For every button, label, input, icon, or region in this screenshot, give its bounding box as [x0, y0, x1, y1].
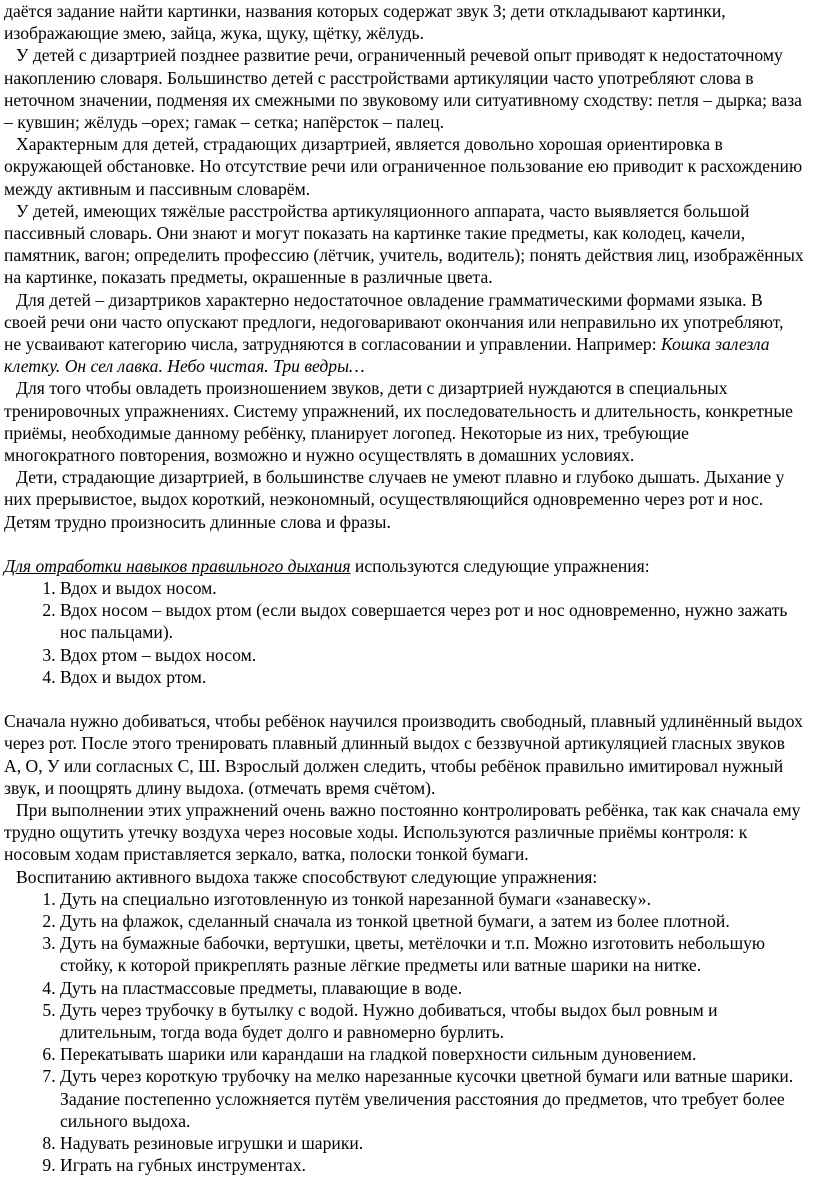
list-item: 2. Дуть на флажок, сделанный сначала из тонкой цветной бумаги, а затем из более плотной. [60, 910, 804, 932]
spacer [4, 533, 804, 555]
breathing-exercises-list [4, 577, 804, 688]
paragraph-vocabulary: У детей с дизартрией позднее развитие речи, ограниченный речевой опыт приводят к недостаточному накоплению словаря. Большинство детей с расстройствами артикуляции часто употребляют слова в неточном значении, подменяя их смежными по звуковому или ситуативному сходству: петля – дырка; ваза – кувшин; жёлудь –орех; гамак – сетка; напёрсток – палец. [4, 45, 802, 133]
breathing-heading: Для отработки навыков правильного дыхания [4, 555, 351, 576]
list-item: 1. Вдох и выдох носом. [60, 577, 804, 599]
paragraph-free-exhale: Сначала нужно добиваться, чтобы ребёнок научился производить свободный, плавный удлинённый выдох через рот. После этого тренировать плавный длинный выдох с беззвучной артикуляцией гласных звуков А, О, У или согласных С, Ш. Взрослый должен следить, чтобы ребёнок правильно имитировал нужный звук, и поощрять длину выдоха. (отмечать время счётом). [4, 711, 803, 798]
list-item: 3. Вдох ртом – выдох носом. [60, 644, 804, 666]
list-item: 4. Вдох и выдох ртом. [60, 666, 804, 688]
breathing-intro: используются следующие упражнения: [350, 555, 650, 576]
exhale-exercises-list [4, 888, 804, 1177]
paragraph-orientation: Характерным для детей, страдающих дизартрией, является довольно хорошая ориентировка в окружающей обстановке. Но отсутствие речи или ограниченное пользование ею приводит к расхождению между активным и пассивным словарём. [4, 134, 803, 199]
list-item: 3. Дуть на бумажные бабочки, вертушки, цветы, метёлочки и т.п. Можно изготовить небольшую стойку, к которой прикреплять разные лёгкие предметы или ватные шарики на нитке. [60, 932, 804, 976]
paragraph-grammar [4, 289, 804, 378]
paragraph-passive-vocabulary: У детей, имеющих тяжёлые расстройства артикуляционного аппарата, часто выявляется большой пассивный словарь. Они знают и могут показать на картинке такие предметы, как колодец, качели, памятник, вагон; определить профессию (лётчик, учитель, водитель); понять действия лиц, изображённых на картинке, показать предметы, окрашенные в различные цвета. [4, 200, 804, 288]
paragraph-sound-z-task: даётся задание найти картинки, названия которых содержат звук З; дети откладывают картинки, изображающие змею, зайца, жука, щуку, щётку, жёлудь. [4, 1, 726, 44]
grammar-examples: Кошка залезла клетку. Он сел лавка. Небо чистая. Три ведры… [4, 334, 770, 377]
list-item: 6. Перекатывать шарики или карандаши на гладкой поверхности сильным дуновением. [60, 1043, 804, 1065]
paragraph-control: При выполнении этих упражнений очень важно постоянно контролировать ребёнка, так как сначала ему трудно ощутить утечку воздуха через носовые ходы. Используются различные приёмы контроля: к носовым ходам приставляется зеркало, ватка, полоски тонкой бумаги. [4, 799, 801, 865]
paragraph-active-exhale-intro: Воспитанию активного выдоха также способствуют следующие упражнения: [16, 866, 598, 887]
list-item: 9. Играть на губных инструментах. [60, 1154, 804, 1176]
spacer [4, 688, 804, 710]
grammar-text: Для детей – дизартриков характерно недостаточное овладение грамматическими формами языка. В своей речи они часто опускают предлоги, недоговаривают окончания или неправильно их употребляют, не усваивают категорию числа, затрудняются в согласовании и управлении. Например: [4, 289, 784, 355]
list-item: 7. Дуть через короткую трубочку на мелко нарезанные кусочки цветной бумаги или ватные шарики. Задание постепенно усложняется путём увеличения расстояния до предметов, что требует более сильного выдоха. [60, 1065, 804, 1132]
list-item: 2. Вдох носом – выдох ртом (если выдох совершается через рот и нос одновременно, нужно зажать нос пальцами). [60, 599, 804, 643]
paragraph-breathing: Дети, страдающие дизартрией, в большинстве случаев не умеют плавно и глубоко дышать. Дыхание у них прерывистое, выдох короткий, неэкономный, осуществляющийся одновременно через рот и нос. Детям трудно произносить длинные слова и фразы. [4, 467, 785, 532]
list-item: 8. Надувать резиновые игрушки и шарики. [60, 1132, 804, 1154]
breathing-section-title [4, 555, 804, 577]
list-item: 1. Дуть на специально изготовленную из тонкой нарезанной бумаги «занавеску». [60, 888, 804, 910]
list-item: 5. Дуть через трубочку в бутылку с водой. Нужно добиваться, чтобы выдох был ровным и длительным, тогда вода будет долго и равномерно бурлить. [60, 999, 804, 1043]
paragraph-training: Для того чтобы овладеть произношением звуков, дети с дизартрией нуждаются в специальных тренировочных упражнениях. Систему упражнений, их последовательность и длительность, конкретные приёмы, необходимые данному ребёнку, планирует логопед. Некоторые из них, требующие многократного повторения, возможно и нужно осуществлять в домашних условиях. [4, 378, 793, 466]
list-item: 4. Дуть на пластмассовые предметы, плавающие в воде. [60, 977, 804, 999]
